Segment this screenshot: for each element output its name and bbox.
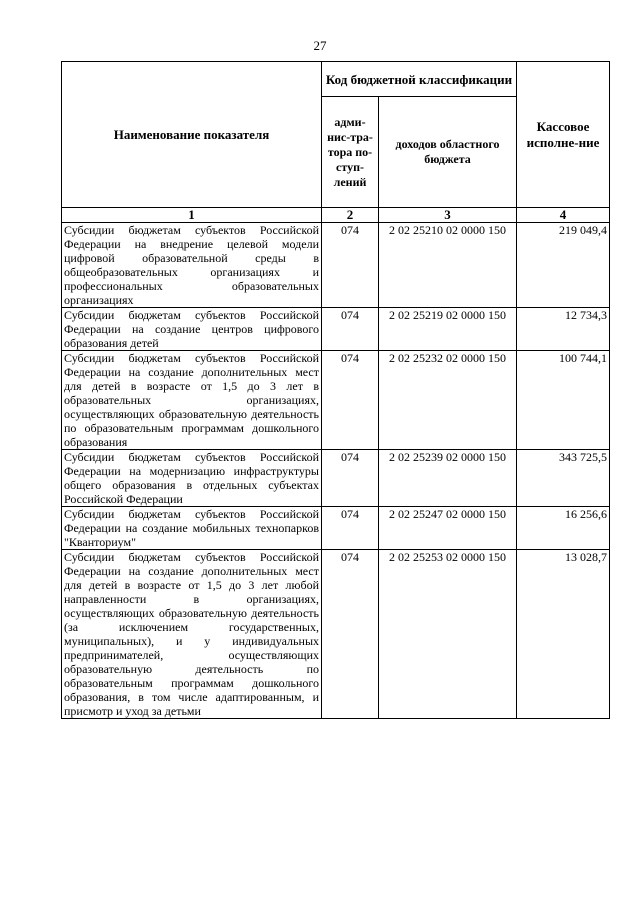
budget-income-table [61,61,610,719]
column-number-row [62,208,610,223]
cash-amount: 16 256,6 [517,507,610,550]
table-row [62,550,610,719]
page-number: 27 [313,38,327,53]
cash-amount: 219 049,4 [517,223,610,308]
income-code: 2 02 25219 02 0000 150 [379,308,517,351]
indicator-name: Субсидии бюджетам субъектов Российской Федерации на создание мобильных технопарков "Кванториум" [62,507,322,550]
header-cash-execution: Кассовое исполне-ние [517,62,610,208]
column-number: 4 [517,208,610,223]
income-code: 2 02 25247 02 0000 150 [379,507,517,550]
admin-code: 074 [322,450,379,507]
income-code: 2 02 25210 02 0000 150 [379,223,517,308]
income-code: 2 02 25232 02 0000 150 [379,351,517,450]
income-code: 2 02 25253 02 0000 150 [379,550,517,719]
column-number: 1 [62,208,322,223]
table-row [62,450,610,507]
cash-amount: 13 028,7 [517,550,610,719]
admin-code: 074 [322,308,379,351]
header-income-code: доходов областного бюджета [379,97,517,208]
cash-amount: 100 744,1 [517,351,610,450]
admin-code: 074 [322,550,379,719]
header-budget-code: Код бюджетной классификации [322,62,517,97]
cash-amount: 12 734,3 [517,308,610,351]
admin-code: 074 [322,351,379,450]
table-row [62,223,610,308]
table-row [62,308,610,351]
admin-code: 074 [322,507,379,550]
indicator-name: Субсидии бюджетам субъектов Российской Федерации на создание дополнительных мест для детей в возрасте от 1,5 до 3 лет в образовательных организациях, осуществляющих образовательную деятельность по образовательным программам дошкольного образования [62,351,322,450]
table-row [62,507,610,550]
indicator-name: Субсидии бюджетам субъектов Российской Федерации на создание центров цифрового образования детей [62,308,322,351]
indicator-name: Субсидии бюджетам субъектов Российской Федерации на модернизацию инфраструктуры общего образования в отдельных субъектах Российской Федерации [62,450,322,507]
cash-amount: 343 725,5 [517,450,610,507]
indicator-name: Субсидии бюджетам субъектов Российской Федерации на создание дополнительных мест для детей в возрасте от 1,5 до 3 лет любой направленности в организациях, осуществляющих образовательную деятельность (за исключением государственных, муниципальных), и у индивидуальных предпринимателей, осуществляющих образовательную деятельность по образовательным программам дошкольного образования, в том числе адаптированным, и присмотр и уход за детьми [62,550,322,719]
indicator-name: Субсидии бюджетам субъектов Российской Федерации на внедрение целевой модели цифровой образовательной среды в общеобразовательных организациях и профессиональных образовательных организациях [62,223,322,308]
income-code: 2 02 25239 02 0000 150 [379,450,517,507]
admin-code: 074 [322,223,379,308]
header-indicator-name: Наименование показателя [62,62,322,208]
table-row [62,351,610,450]
column-number: 3 [379,208,517,223]
header-admin: адми-нис-тра-тора по-ступ-лений [322,97,379,208]
column-number: 2 [322,208,379,223]
